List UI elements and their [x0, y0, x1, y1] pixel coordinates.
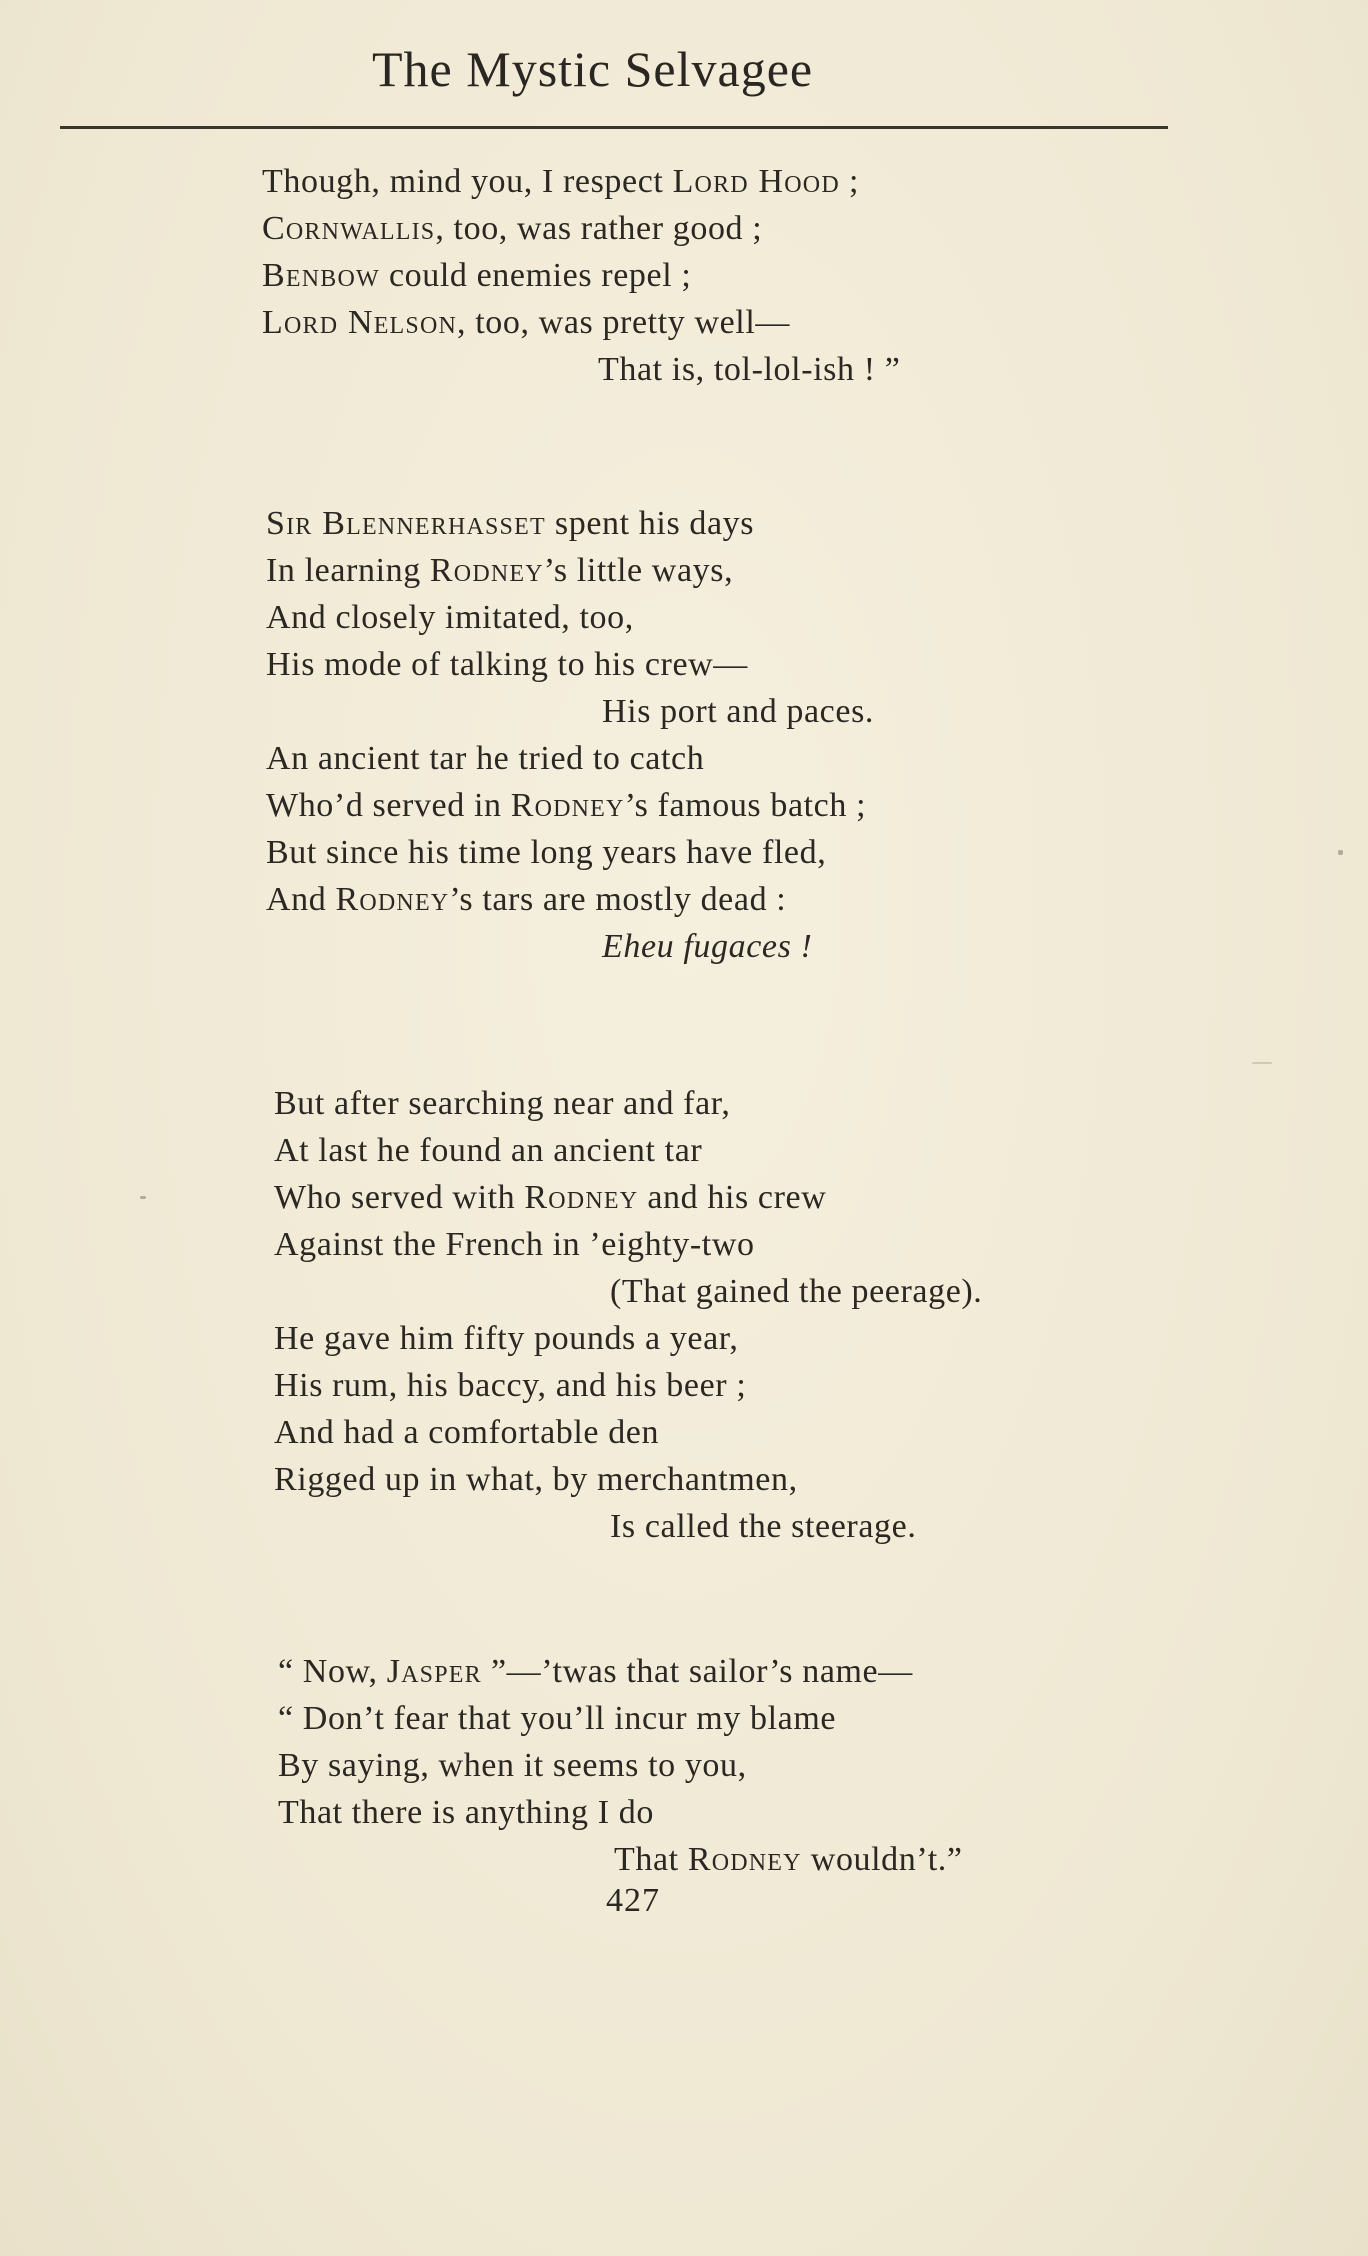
poem-line: But since his time long years have fled,: [266, 834, 827, 871]
poem-line: Who’d served in Rodney’s famous batch ;: [266, 787, 867, 824]
poem-line: “ Now, Jasper ”—’twas that sailor’s name—: [278, 1653, 913, 1690]
stanza-2: [266, 500, 1126, 970]
poem-line: And Rodney’s tars are mostly dead :: [266, 881, 787, 918]
stanza-1: [262, 158, 1122, 393]
poem-line: At last he found an ancient tar: [274, 1132, 703, 1169]
page-number: 427: [606, 1882, 660, 1919]
poem-line: Cornwallis, too, was rather good ;: [262, 210, 763, 247]
poem-line-refrain: That Rodney wouldn’t.”: [614, 1841, 963, 1878]
poem-line: That there is anything I do: [278, 1794, 654, 1831]
poem-line: Against the French in ’eighty-two: [274, 1226, 755, 1263]
poem-line: His mode of talking to his crew—: [266, 646, 748, 683]
poem-line: Benbow could enemies repel ;: [262, 257, 692, 294]
poem-line: And had a comfortable den: [274, 1414, 660, 1451]
poem-line: An ancient tar he tried to catch: [266, 740, 705, 777]
header-rule: [60, 126, 1168, 129]
poem-line: Sir Blennerhasset spent his days: [266, 505, 755, 542]
paper-speck: [140, 1196, 146, 1199]
stanza-4: [278, 1648, 1138, 1883]
running-head: The Mystic Selvagee: [372, 41, 814, 97]
paper-speck: [1338, 850, 1343, 855]
poem-line: “ Don’t fear that you’ll incur my blame: [278, 1700, 837, 1737]
stanza-3: [274, 1080, 1134, 1550]
poem-line: By saying, when it seems to you,: [278, 1747, 747, 1784]
paper-speck: [1252, 1062, 1272, 1064]
poem-line: He gave him fifty pounds a year,: [274, 1320, 739, 1357]
poem-line-refrain: His port and paces.: [602, 693, 874, 730]
poem-line: But after searching near and far,: [274, 1085, 731, 1122]
poem-line: Rigged up in what, by merchantmen,: [274, 1461, 798, 1498]
poem-line: His rum, his baccy, and his beer ;: [274, 1367, 747, 1404]
poem-line-refrain: Eheu fugaces !: [602, 928, 813, 965]
poem-line: In learning Rodney’s little ways,: [266, 552, 734, 589]
poem-line-refrain: Is called the steerage.: [610, 1508, 917, 1545]
poem-line-refrain: (That gained the peerage).: [610, 1273, 983, 1310]
poem-line: Who served with Rodney and his crew: [274, 1179, 827, 1216]
poem-line-refrain: That is, tol-lol-ish ! ”: [598, 351, 901, 388]
poem-line: And closely imitated, too,: [266, 599, 634, 636]
poem-line: Though, mind you, I respect Lord Hood ;: [262, 163, 860, 200]
poem-line: Lord Nelson, too, was pretty well—: [262, 304, 790, 341]
